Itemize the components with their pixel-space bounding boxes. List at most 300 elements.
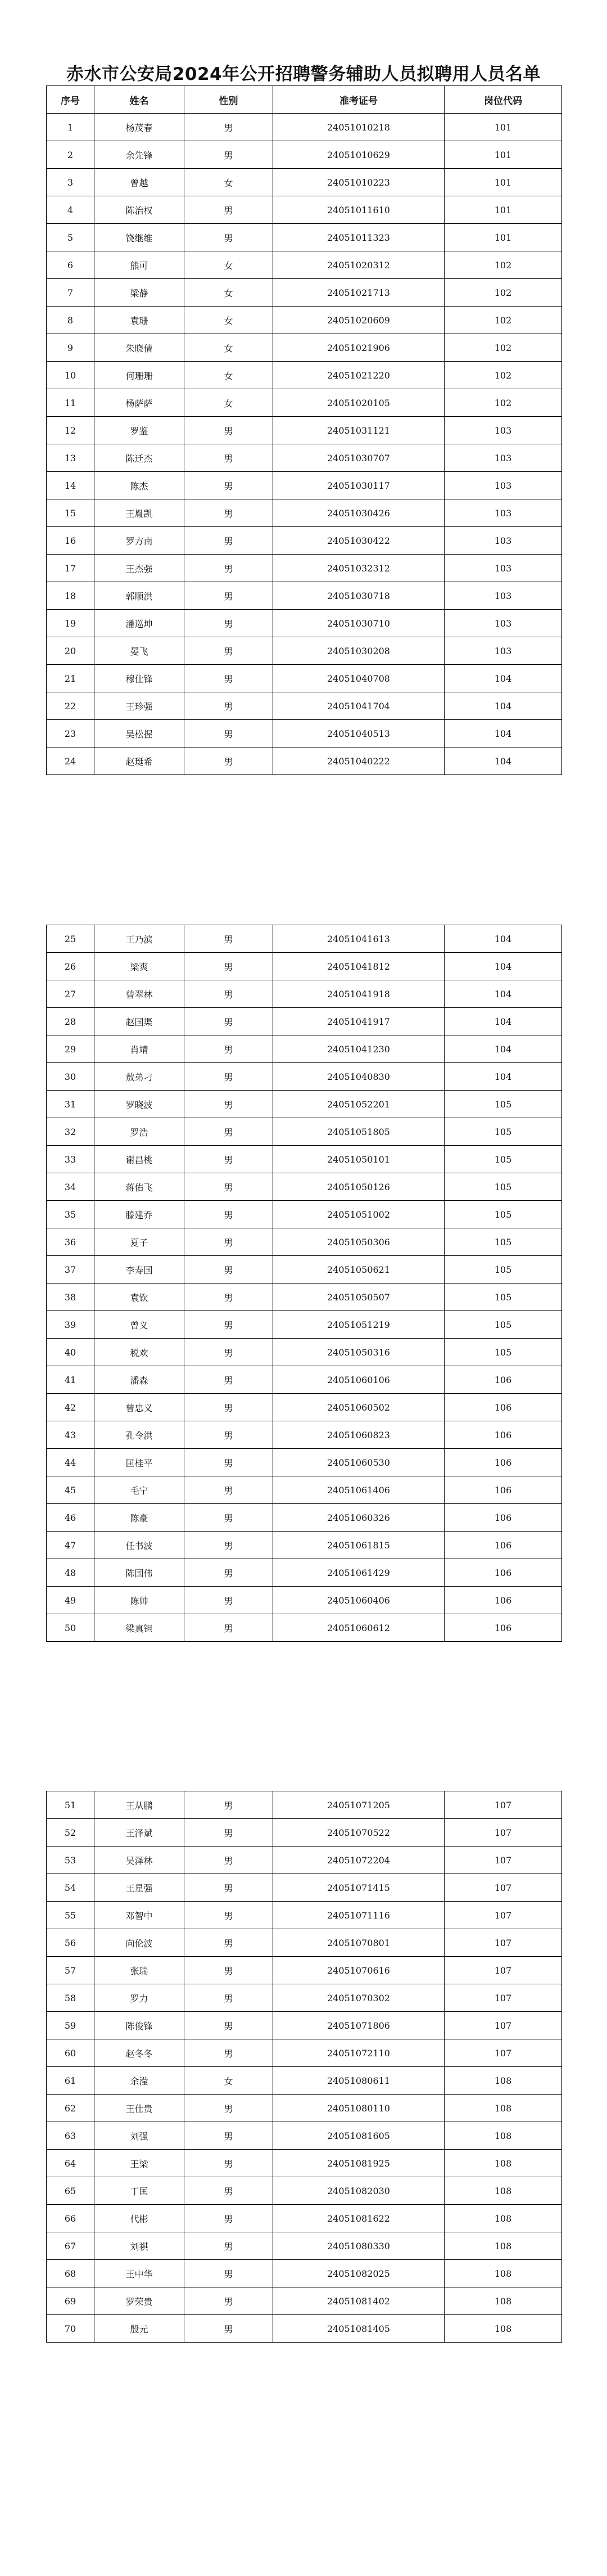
- row-exam-number: 24051030426: [273, 499, 445, 527]
- table-row: [47, 499, 562, 527]
- row-gender: 男: [184, 1587, 273, 1614]
- row-index: 16: [47, 527, 94, 555]
- table-row: [47, 1929, 562, 1957]
- table-row: [47, 334, 562, 362]
- table-row: [47, 2205, 562, 2232]
- row-name: 王杰强: [94, 555, 184, 582]
- row-exam-number: 24051060530: [273, 1449, 445, 1476]
- row-gender: 男: [184, 692, 273, 720]
- row-gender: 男: [184, 1449, 273, 1476]
- row-name: 毛宁: [94, 1476, 184, 1504]
- row-name: 晏飞: [94, 637, 184, 665]
- row-exam-number: 24051050621: [273, 1256, 445, 1284]
- row-index: 55: [47, 1902, 94, 1929]
- row-gender: 男: [184, 1173, 273, 1201]
- row-gender: 男: [184, 1339, 273, 1366]
- table-row: [47, 925, 562, 953]
- row-index: 64: [47, 2150, 94, 2177]
- row-position-code: 107: [445, 1902, 562, 1929]
- row-gender: 男: [184, 1421, 273, 1449]
- row-exam-number: 24051050101: [273, 1146, 445, 1173]
- row-name: 向伦波: [94, 1929, 184, 1957]
- row-name: 陈治权: [94, 196, 184, 224]
- row-exam-number: 24051051805: [273, 1118, 445, 1146]
- row-exam-number: 24051031121: [273, 417, 445, 444]
- header-index: 序号: [47, 86, 94, 114]
- row-gender: 男: [184, 2260, 273, 2287]
- row-gender: 男: [184, 527, 273, 555]
- table-row: [47, 720, 562, 747]
- row-index: 24: [47, 747, 94, 775]
- row-exam-number: 24051070616: [273, 1957, 445, 1984]
- row-gender: 男: [184, 1256, 273, 1284]
- table-row: [47, 747, 562, 775]
- row-exam-number: 24051010629: [273, 141, 445, 169]
- row-exam-number: 24051072204: [273, 1847, 445, 1874]
- table-row: [47, 1284, 562, 1311]
- row-exam-number: 24051021906: [273, 334, 445, 362]
- row-exam-number: 24051021220: [273, 362, 445, 389]
- row-exam-number: 24051081622: [273, 2205, 445, 2232]
- row-position-code: 108: [445, 2315, 562, 2343]
- table-row: [47, 251, 562, 279]
- row-gender: 男: [184, 472, 273, 499]
- row-name: 穆仕锋: [94, 665, 184, 692]
- row-position-code: 107: [445, 1791, 562, 1819]
- row-index: 38: [47, 1284, 94, 1311]
- row-position-code: 104: [445, 980, 562, 1008]
- table-row: [47, 1366, 562, 1394]
- row-position-code: 107: [445, 1847, 562, 1874]
- row-name: 吴泽林: [94, 1847, 184, 1874]
- row-exam-number: 24051011323: [273, 224, 445, 251]
- row-name: 曾翠林: [94, 980, 184, 1008]
- table-row: [47, 1173, 562, 1201]
- row-gender: 男: [184, 2150, 273, 2177]
- table-row: [47, 1118, 562, 1146]
- table-row: [47, 1449, 562, 1476]
- row-name: 陈国伟: [94, 1559, 184, 1587]
- row-gender: 女: [184, 251, 273, 279]
- row-name: 邓智中: [94, 1902, 184, 1929]
- header-name: 姓名: [94, 86, 184, 114]
- row-name: 杨萨萨: [94, 389, 184, 417]
- row-name: 何珊珊: [94, 362, 184, 389]
- row-position-code: 108: [445, 2150, 562, 2177]
- row-exam-number: 24051041230: [273, 1035, 445, 1063]
- row-gender: 男: [184, 1008, 273, 1035]
- row-gender: 男: [184, 2232, 273, 2260]
- row-position-code: 106: [445, 1504, 562, 1532]
- row-index: 7: [47, 279, 94, 307]
- table-row: [47, 555, 562, 582]
- row-exam-number: 24051020105: [273, 389, 445, 417]
- table-row: [47, 141, 562, 169]
- row-name: 蒋佑飞: [94, 1173, 184, 1201]
- row-name: 陈豪: [94, 1504, 184, 1532]
- row-exam-number: 24051030422: [273, 527, 445, 555]
- row-gender: 男: [184, 555, 273, 582]
- row-gender: 男: [184, 1532, 273, 1559]
- row-position-code: 108: [445, 2260, 562, 2287]
- row-exam-number: 24051080110: [273, 2095, 445, 2122]
- row-index: 60: [47, 2039, 94, 2067]
- row-position-code: 105: [445, 1173, 562, 1201]
- row-gender: 男: [184, 2177, 273, 2205]
- row-index: 28: [47, 1008, 94, 1035]
- row-exam-number: 24051030710: [273, 610, 445, 637]
- row-name: 罗力: [94, 1984, 184, 2012]
- row-exam-number: 24051021713: [273, 279, 445, 307]
- row-name: 余滢: [94, 2067, 184, 2095]
- table-row: [47, 2122, 562, 2150]
- row-gender: 男: [184, 224, 273, 251]
- row-position-code: 106: [445, 1449, 562, 1476]
- row-index: 20: [47, 637, 94, 665]
- roster-body: [47, 114, 562, 775]
- row-position-code: 108: [445, 2067, 562, 2095]
- row-name: 罗晓波: [94, 1091, 184, 1118]
- row-exam-number: 24051020609: [273, 307, 445, 334]
- row-index: 21: [47, 665, 94, 692]
- row-position-code: 101: [445, 224, 562, 251]
- row-gender: 女: [184, 279, 273, 307]
- row-name: 谢昌桃: [94, 1146, 184, 1173]
- row-position-code: 102: [445, 362, 562, 389]
- row-index: 12: [47, 417, 94, 444]
- row-exam-number: 24051040222: [273, 747, 445, 775]
- row-name: 袁珊: [94, 307, 184, 334]
- row-name: 王仕贵: [94, 2095, 184, 2122]
- table-row: [47, 1201, 562, 1228]
- row-exam-number: 24051060406: [273, 1587, 445, 1614]
- table-row: [47, 1587, 562, 1614]
- row-name: 滕建乔: [94, 1201, 184, 1228]
- row-index: 44: [47, 1449, 94, 1476]
- row-name: 王泽斌: [94, 1819, 184, 1847]
- row-exam-number: 24051071205: [273, 1791, 445, 1819]
- table-row: [47, 582, 562, 610]
- row-exam-number: 24051050306: [273, 1228, 445, 1256]
- row-index: 57: [47, 1957, 94, 1984]
- table-row: [47, 472, 562, 499]
- row-exam-number: 24051060612: [273, 1614, 445, 1642]
- row-position-code: 108: [445, 2122, 562, 2150]
- row-position-code: 106: [445, 1587, 562, 1614]
- table-row: [47, 2177, 562, 2205]
- row-name: 赵国渠: [94, 1008, 184, 1035]
- row-index: 4: [47, 196, 94, 224]
- row-name: 曾忠义: [94, 1394, 184, 1421]
- table-row: [47, 1146, 562, 1173]
- row-position-code: 103: [445, 527, 562, 555]
- row-name: 饶继维: [94, 224, 184, 251]
- row-gender: 男: [184, 2287, 273, 2315]
- table-row: [47, 1791, 562, 1819]
- row-gender: 女: [184, 389, 273, 417]
- row-exam-number: 24051011610: [273, 196, 445, 224]
- row-position-code: 108: [445, 2287, 562, 2315]
- row-gender: 男: [184, 1394, 273, 1421]
- row-name: 袁钦: [94, 1284, 184, 1311]
- table-row: [47, 610, 562, 637]
- row-index: 68: [47, 2260, 94, 2287]
- row-name: 匡桂平: [94, 1449, 184, 1476]
- row-index: 69: [47, 2287, 94, 2315]
- row-position-code: 107: [445, 1929, 562, 1957]
- row-gender: 男: [184, 1559, 273, 1587]
- table-row: [47, 1311, 562, 1339]
- row-index: 9: [47, 334, 94, 362]
- row-name: 梁真钽: [94, 1614, 184, 1642]
- row-index: 33: [47, 1146, 94, 1173]
- row-gender: 男: [184, 637, 273, 665]
- table-row: [47, 692, 562, 720]
- row-gender: 男: [184, 1118, 273, 1146]
- roster-body: [47, 1791, 562, 2343]
- row-index: 58: [47, 1984, 94, 2012]
- row-name: 郭顺洪: [94, 582, 184, 610]
- row-position-code: 103: [445, 499, 562, 527]
- row-name: 王从鹏: [94, 1791, 184, 1819]
- table-row: [47, 169, 562, 196]
- row-name: 王胤凯: [94, 499, 184, 527]
- row-index: 31: [47, 1091, 94, 1118]
- header-exam-number: 准考证号: [273, 86, 445, 114]
- row-index: 6: [47, 251, 94, 279]
- table-row: [47, 953, 562, 980]
- row-index: 61: [47, 2067, 94, 2095]
- row-position-code: 101: [445, 169, 562, 196]
- row-name: 王梁: [94, 2150, 184, 2177]
- row-name: 张瑞: [94, 1957, 184, 1984]
- table-row: [47, 637, 562, 665]
- table-row: [47, 2012, 562, 2039]
- row-position-code: 104: [445, 665, 562, 692]
- row-position-code: 106: [445, 1532, 562, 1559]
- row-exam-number: 24051051219: [273, 1311, 445, 1339]
- row-exam-number: 24051041918: [273, 980, 445, 1008]
- row-exam-number: 24051082025: [273, 2260, 445, 2287]
- row-name: 罗鉴: [94, 417, 184, 444]
- row-gender: 男: [184, 141, 273, 169]
- row-index: 14: [47, 472, 94, 499]
- table-row: [47, 527, 562, 555]
- row-gender: 女: [184, 334, 273, 362]
- table-row: [47, 1228, 562, 1256]
- table-row: [47, 1256, 562, 1284]
- row-gender: 男: [184, 980, 273, 1008]
- row-gender: 男: [184, 1984, 273, 2012]
- row-position-code: 105: [445, 1228, 562, 1256]
- row-gender: 男: [184, 1791, 273, 1819]
- row-exam-number: 24051010218: [273, 114, 445, 141]
- table-row: [47, 1847, 562, 1874]
- row-exam-number: 24051081405: [273, 2315, 445, 2343]
- row-name: 潘巡坤: [94, 610, 184, 637]
- roster-table-3: [46, 1791, 562, 2343]
- row-index: 39: [47, 1311, 94, 1339]
- row-gender: 男: [184, 1614, 273, 1642]
- row-gender: 男: [184, 1201, 273, 1228]
- row-gender: 女: [184, 307, 273, 334]
- row-index: 26: [47, 953, 94, 980]
- row-exam-number: 24051061406: [273, 1476, 445, 1504]
- row-position-code: 108: [445, 2177, 562, 2205]
- row-index: 53: [47, 1847, 94, 1874]
- row-exam-number: 24051040708: [273, 665, 445, 692]
- row-gender: 男: [184, 747, 273, 775]
- row-gender: 男: [184, 1311, 273, 1339]
- row-index: 10: [47, 362, 94, 389]
- row-index: 45: [47, 1476, 94, 1504]
- row-index: 34: [47, 1173, 94, 1201]
- row-gender: 男: [184, 582, 273, 610]
- row-position-code: 107: [445, 2012, 562, 2039]
- table-row: [47, 224, 562, 251]
- row-exam-number: 24051070522: [273, 1819, 445, 1847]
- row-position-code: 102: [445, 307, 562, 334]
- row-index: 2: [47, 141, 94, 169]
- table-row: [47, 2039, 562, 2067]
- table-row: [47, 1035, 562, 1063]
- table-header-row: [47, 86, 562, 114]
- roster-table-1: [46, 85, 562, 775]
- row-position-code: 107: [445, 1984, 562, 2012]
- table-row: [47, 444, 562, 472]
- row-exam-number: 24051052201: [273, 1091, 445, 1118]
- row-gender: 女: [184, 362, 273, 389]
- row-exam-number: 24051071415: [273, 1874, 445, 1902]
- row-position-code: 105: [445, 1146, 562, 1173]
- row-gender: 男: [184, 1228, 273, 1256]
- row-position-code: 102: [445, 251, 562, 279]
- row-gender: 男: [184, 1929, 273, 1957]
- table-row: [47, 1504, 562, 1532]
- row-position-code: 106: [445, 1614, 562, 1642]
- table-row: [47, 980, 562, 1008]
- row-position-code: 105: [445, 1118, 562, 1146]
- row-name: 丁匡: [94, 2177, 184, 2205]
- row-gender: 男: [184, 610, 273, 637]
- row-name: 赵冬冬: [94, 2039, 184, 2067]
- row-exam-number: 24051061429: [273, 1559, 445, 1587]
- row-index: 1: [47, 114, 94, 141]
- row-exam-number: 24051070801: [273, 1929, 445, 1957]
- row-name: 陈帅: [94, 1587, 184, 1614]
- row-position-code: 104: [445, 1035, 562, 1063]
- row-gender: 男: [184, 1091, 273, 1118]
- row-index: 41: [47, 1366, 94, 1394]
- row-exam-number: 24051030117: [273, 472, 445, 499]
- row-name: 夏子: [94, 1228, 184, 1256]
- row-name: 王乃滨: [94, 925, 184, 953]
- row-gender: 男: [184, 1035, 273, 1063]
- row-gender: 男: [184, 499, 273, 527]
- row-exam-number: 24051081605: [273, 2122, 445, 2150]
- row-exam-number: 24051040513: [273, 720, 445, 747]
- row-name: 王星强: [94, 1874, 184, 1902]
- row-name: 王珍强: [94, 692, 184, 720]
- row-index: 52: [47, 1819, 94, 1847]
- table-row: [47, 417, 562, 444]
- row-exam-number: 24051070302: [273, 1984, 445, 2012]
- row-position-code: 103: [445, 555, 562, 582]
- row-gender: 男: [184, 665, 273, 692]
- row-name: 殷元: [94, 2315, 184, 2343]
- row-exam-number: 24051060326: [273, 1504, 445, 1532]
- row-position-code: 105: [445, 1091, 562, 1118]
- row-position-code: 107: [445, 1957, 562, 1984]
- table-row: [47, 1476, 562, 1504]
- row-position-code: 103: [445, 417, 562, 444]
- row-position-code: 102: [445, 334, 562, 362]
- row-exam-number: 24051030707: [273, 444, 445, 472]
- table-row: [47, 2260, 562, 2287]
- row-position-code: 105: [445, 1311, 562, 1339]
- row-index: 50: [47, 1614, 94, 1642]
- row-position-code: 101: [445, 114, 562, 141]
- table-row: [47, 114, 562, 141]
- row-gender: 男: [184, 1847, 273, 1874]
- row-index: 46: [47, 1504, 94, 1532]
- row-name: 王中华: [94, 2260, 184, 2287]
- row-exam-number: 24051020312: [273, 251, 445, 279]
- row-exam-number: 24051041917: [273, 1008, 445, 1035]
- row-gender: 男: [184, 1146, 273, 1173]
- table-row: [47, 1008, 562, 1035]
- row-name: 刘强: [94, 2122, 184, 2150]
- row-exam-number: 24051071806: [273, 2012, 445, 2039]
- row-exam-number: 24051050316: [273, 1339, 445, 1366]
- row-name: 朱晓倩: [94, 334, 184, 362]
- row-index: 18: [47, 582, 94, 610]
- row-gender: 男: [184, 1063, 273, 1091]
- row-position-code: 104: [445, 953, 562, 980]
- row-gender: 女: [184, 2067, 273, 2095]
- row-name: 罗荣贵: [94, 2287, 184, 2315]
- row-gender: 男: [184, 417, 273, 444]
- row-position-code: 102: [445, 389, 562, 417]
- row-exam-number: 24051081402: [273, 2287, 445, 2315]
- row-exam-number: 24051060502: [273, 1394, 445, 1421]
- row-gender: 男: [184, 1504, 273, 1532]
- row-exam-number: 24051072110: [273, 2039, 445, 2067]
- row-index: 36: [47, 1228, 94, 1256]
- row-name: 罗方南: [94, 527, 184, 555]
- table-row: [47, 1063, 562, 1091]
- row-position-code: 104: [445, 720, 562, 747]
- table-row: [47, 362, 562, 389]
- row-name: 税欢: [94, 1339, 184, 1366]
- row-name: 刘祺: [94, 2232, 184, 2260]
- row-name: 敖弟刁: [94, 1063, 184, 1091]
- row-name: 陈杰: [94, 472, 184, 499]
- row-position-code: 105: [445, 1201, 562, 1228]
- row-index: 37: [47, 1256, 94, 1284]
- row-exam-number: 24051010223: [273, 169, 445, 196]
- row-exam-number: 24051050126: [273, 1173, 445, 1201]
- row-name: 曾越: [94, 169, 184, 196]
- row-name: 孔令洪: [94, 1421, 184, 1449]
- table-row: [47, 2232, 562, 2260]
- table-row: [47, 665, 562, 692]
- table-row: [47, 1902, 562, 1929]
- row-position-code: 101: [445, 141, 562, 169]
- row-index: 13: [47, 444, 94, 472]
- row-position-code: 104: [445, 747, 562, 775]
- row-exam-number: 24051032312: [273, 555, 445, 582]
